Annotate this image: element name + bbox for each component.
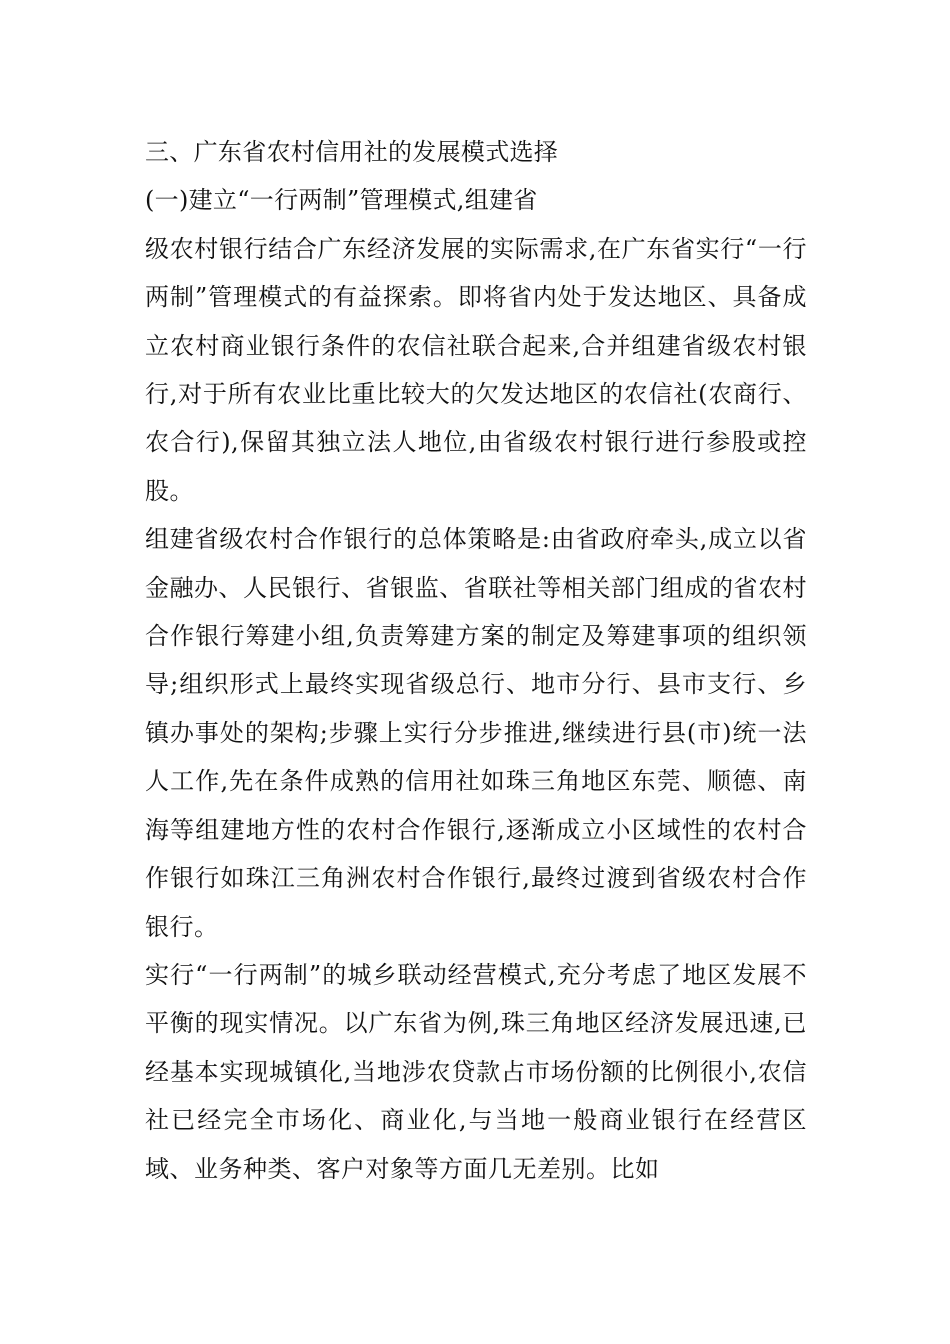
paragraph-3: 实行“一行两制”的城乡联动经营模式,充分考虑了地区发展不平衡的现实情况。以广东省为例,珠三角地区经济发展迅速,已经基本实现城镇化,当地涉农贷款占市场份额的比例很小,农信社已经完全市场化、商业化,与当地一般商业银行在经营区域、业务种类、客户对象等方面几无差别。比如 xyxy=(145,960,807,1183)
document-body xyxy=(145,128,807,1193)
paragraph-2: 组建省级农村合作银行的总体策略是:由省政府牵头,成立以省金融办、人民银行、省银监、省联社等相关部门组成的省农村合作银行筹建小组,负责筹建方案的制定及筹建事项的组织领导;组织形式上最终实现省级总行、地市分行、县市支行、乡镇办事处的架构;步骤上实行分步推进,继续进行县(市)统一法人工作,先在条件成熟的信用社如珠三角地区东莞、顺德、南海等组建地方性的农村合作银行,逐渐成立小区域性的农村合作银行如珠江三角洲农村合作银行,最终过渡到省级农村合作银行。 xyxy=(145,525,807,941)
section-heading: 三、广东省农村信用社的发展模式选择 xyxy=(145,138,559,166)
subsection-heading: (一)建立“一行两制”管理模式,组建省 xyxy=(145,186,538,215)
paragraph-1: 级农村银行结合广东经济发展的实际需求,在广东省实行“一行两制”管理模式的有益探索。即将省内处于发达地区、具备成立农村商业银行条件的农信社联合起来,合并组建省级农村银行,对于所有农业比重比较大的欠发达地区的农信社(农商行、农合行),保留其独立法人地位,由省级农村银行进行参股或控股。 xyxy=(145,234,807,505)
